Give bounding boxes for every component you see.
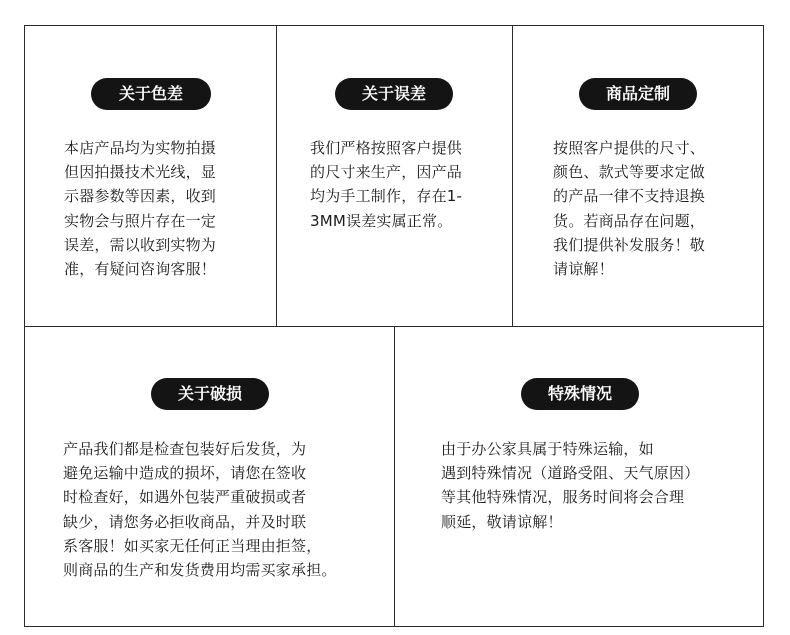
title-badge-measurement-error: 关于误差: [335, 78, 453, 110]
card-measurement-error: [277, 26, 513, 326]
title-badge-customization: 商品定制: [579, 78, 697, 110]
card-damage: [25, 327, 395, 626]
card-customization: [513, 26, 763, 326]
body-measurement-error: 我们严格按照客户提供 的尺寸来生产，因产品 均为手工制作，存在1- 3MM误差实属正常。: [310, 139, 463, 230]
body-damage: 产品我们都是检查包装好后发货，为 避免运输中造成的损坏，请您在签收 时检查好，如遇外包装严重破损或者 缺少，请您务必拒收商品，并及时联 系客服！如买家无任何正当理由拒签， 则商品的生产和发货费用均需买家承担。: [63, 440, 337, 580]
body-customization: 按照客户提供的尺寸、 颜色、款式等要求定做 的产品一律不支持退换 货。若商品存在问题， 我们提供补发服务！敬 请谅解！: [553, 139, 706, 279]
card-special-circumstances: [395, 327, 763, 626]
card-color-difference: [25, 26, 277, 326]
notice-row-bottom: [25, 327, 763, 626]
title-badge-damage: 关于破损: [151, 378, 269, 410]
body-color-difference: 本店产品均为实物拍摄 但因拍摄技术光线，显 示器参数等因素，收到 实物会与照片存在一定 误差，需以收到实物为 准，有疑问咨询客服！: [64, 139, 217, 279]
title-badge-color-difference: 关于色差: [91, 78, 211, 110]
notice-grid: [24, 25, 764, 627]
body-special-circumstances: 由于办公家具属于特殊运输，如 遇到特殊情况（道路受阻、天气原因） 等其他特殊情况，服务时间将会合理 顺延，敬请谅解！: [441, 440, 700, 531]
notice-row-top: [25, 26, 763, 327]
title-badge-special-circumstances: 特殊情况: [521, 378, 639, 410]
